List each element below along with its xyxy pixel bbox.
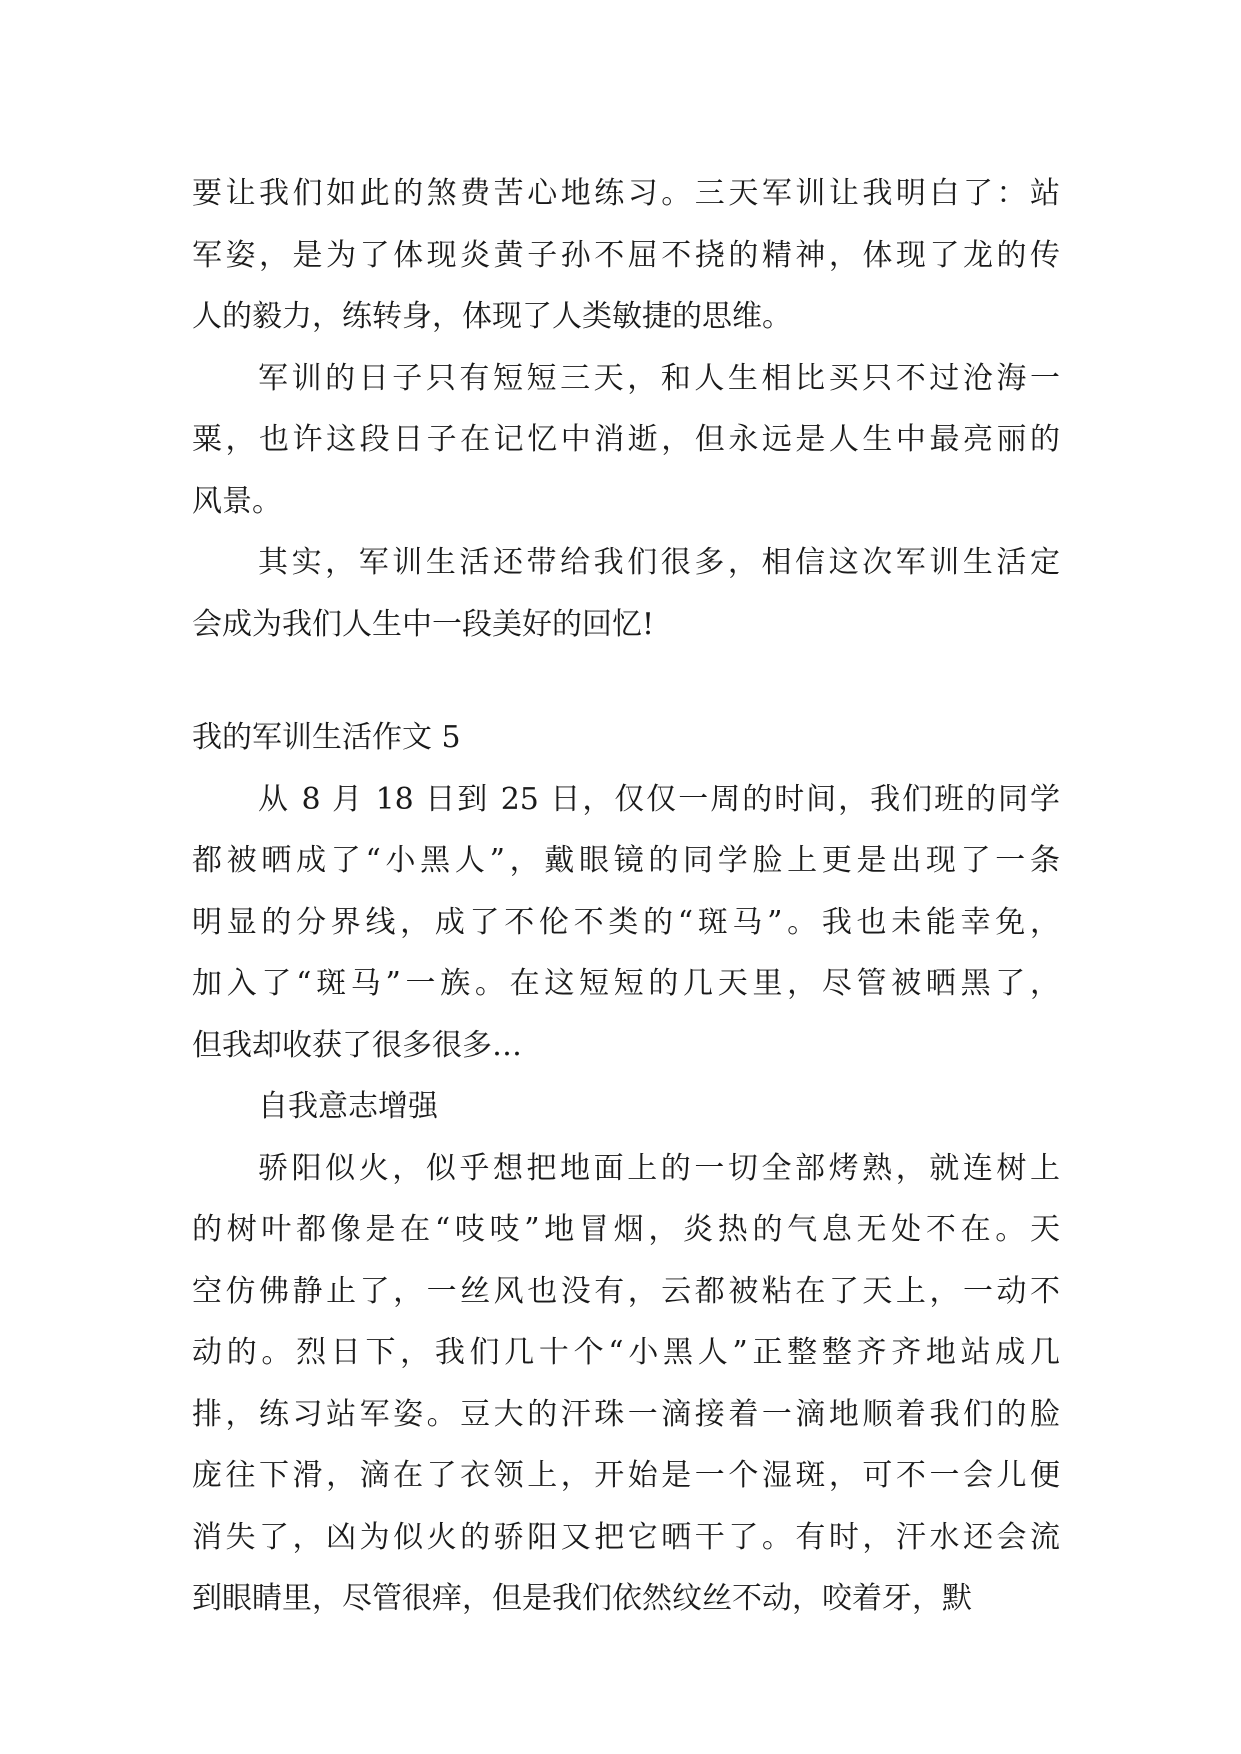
text-line: 但我却收获了很多很多…	[192, 1027, 522, 1063]
text-line: 到眼睛里，尽管很痒，但是我们依然纹丝不动，咬着牙，默	[192, 1581, 972, 1616]
essay-part-previous	[192, 163, 1060, 655]
text-line: 风景。	[192, 483, 282, 519]
paragraph	[192, 532, 1060, 655]
text-line: 军训的日子只有短短三天，和人生相比买只不过沧海一	[258, 360, 1060, 396]
text-line: 排，练习站军姿。豆大的汗珠一滴接着一滴地顺着我们的脸	[192, 1396, 1060, 1432]
document-page	[192, 163, 1060, 1630]
text-line: 空仿佛静止了，一丝风也没有，云都被粘在了天上，一动不	[192, 1273, 1060, 1309]
section-title: 我的军训生活作文 5	[192, 720, 461, 755]
text-line: 会成为我们人生中一段美好的回忆!	[192, 606, 655, 642]
paragraph	[192, 163, 1060, 348]
text-line: 动的。烈日下，我们几十个“小黑人”正整整齐齐地站成几	[192, 1335, 1060, 1370]
text-line: 其实，军训生活还带给我们很多，相信这次军训生活定	[258, 545, 1060, 580]
paragraph	[192, 769, 1060, 1077]
text-line: 人的毅力，练转身，体现了人类敏捷的思维。	[192, 299, 792, 334]
paragraph	[192, 1138, 1060, 1630]
text-line: 消失了，凶为似火的骄阳又把它晒干了。有时，汗水还会流	[192, 1519, 1060, 1555]
text-line: 要让我们如此的煞费苦心地练习。三天军训让我明白了：站	[192, 176, 1060, 211]
section-gap	[192, 655, 1060, 707]
text-line: 骄阳似火，似乎想把地面上的一切全部烤熟，就连树上	[258, 1150, 1060, 1186]
text-line: 粟，也许这段日子在记忆中消逝，但永远是人生中最亮丽的	[192, 422, 1060, 457]
text-line: 明显的分界线，成了不伦不类的“斑马”。我也未能幸免，	[192, 904, 1060, 940]
text-line: 军姿，是为了体现炎黄子孙不屈不挠的精神，体现了龙的传	[192, 237, 1060, 273]
text-line: 的树叶都像是在“吱吱”地冒烟，炎热的气息无处不在。天	[192, 1212, 1060, 1247]
text-line: 庞往下滑，滴在了衣领上，开始是一个湿斑，可不一会儿便	[192, 1458, 1060, 1493]
paragraph	[192, 348, 1060, 533]
paragraph	[192, 1076, 1060, 1138]
text-line: 自我意志增强	[258, 1089, 438, 1124]
essay-part-5	[192, 769, 1060, 1630]
text-line: 从 8 月 18 日到 25 日，仅仅一周的时间，我们班的同学	[258, 781, 1060, 817]
text-line: 加入了“斑马”一族。在这短短的几天里，尽管被晒黑了，	[192, 966, 1060, 1001]
text-line: 都被晒成了“小黑人”，戴眼镜的同学脸上更是出现了一条	[192, 843, 1060, 878]
